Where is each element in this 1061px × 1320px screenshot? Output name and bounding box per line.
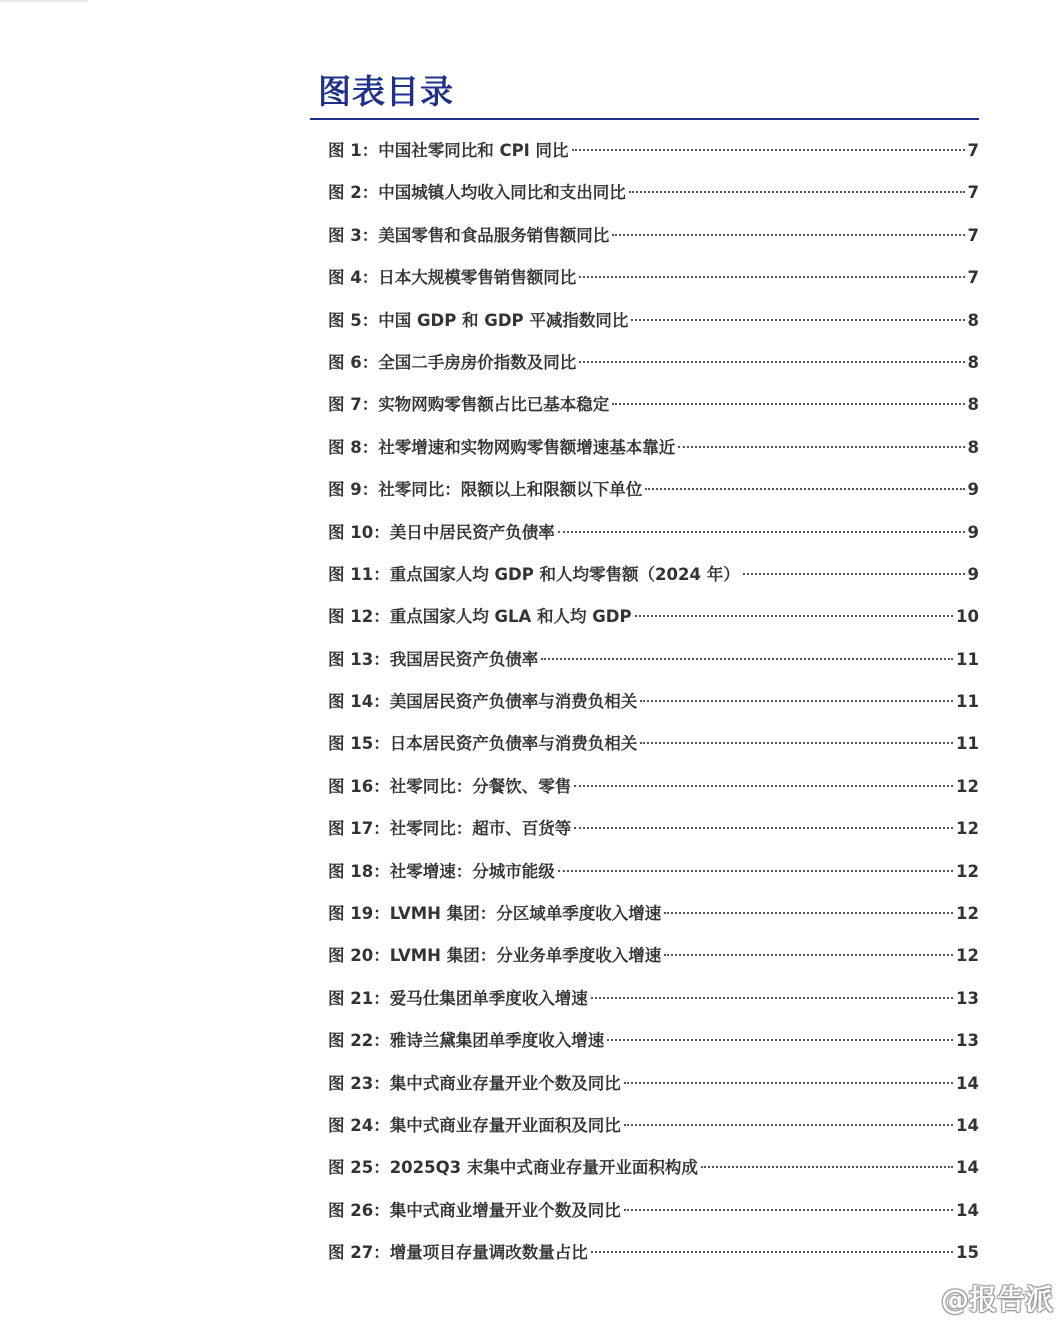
toc-leader-dots — [558, 870, 953, 872]
toc-item-label: 图 2：中国城镇人均收入同比和支出同比 — [328, 183, 626, 203]
toc-item-page: 14 — [956, 1158, 979, 1178]
toc-item-page: 7 — [967, 141, 979, 160]
toc-item-label: 图 17：社零同比：超市、百货等 — [328, 819, 572, 839]
toc-item-page: 14 — [956, 1200, 979, 1220]
toc-item-page: 11 — [956, 734, 979, 754]
toc-item[interactable] — [328, 639, 979, 681]
toc-item-label: 图 11：重点国家人均 GDP 和人均零售额（2024 年） — [328, 564, 740, 584]
toc-leader-dots — [631, 319, 964, 321]
toc-leader-dots — [624, 1124, 953, 1126]
toc-item-page: 9 — [967, 564, 979, 584]
toc-item[interactable] — [328, 1147, 979, 1189]
toc-item[interactable] — [328, 893, 979, 935]
toc-item-label: 图 12：重点国家人均 GLA 和人均 GDP — [328, 607, 632, 627]
toc-item-label: 图 5：中国 GDP 和 GDP 平减指数同比 — [328, 310, 629, 330]
toc-item[interactable] — [328, 469, 979, 511]
toc-item-label: 图 4：日本大规模零售销售额同比 — [328, 268, 577, 288]
toc-item-label: 图 15：日本居民资产负债率与消费负相关 — [328, 734, 638, 754]
toc-item[interactable] — [328, 978, 979, 1020]
toc-item[interactable] — [328, 1232, 979, 1274]
toc-item[interactable] — [328, 851, 979, 893]
watermark: @报告派 — [940, 1283, 1053, 1316]
toc-leader-dots — [640, 742, 953, 744]
toc-item[interactable] — [328, 427, 979, 469]
toc-item-label: 图 10：美日中居民资产负债率 — [328, 522, 555, 542]
toc-item-page: 8 — [967, 437, 979, 457]
toc-item[interactable] — [328, 935, 979, 977]
toc-item-page: 15 — [956, 1243, 979, 1263]
toc-leader-dots — [624, 1209, 953, 1211]
toc-leader-dots — [591, 997, 953, 999]
toc-item[interactable] — [328, 512, 979, 554]
toc-leader-dots — [624, 1082, 953, 1084]
toc-leader-dots — [664, 912, 953, 914]
toc-item-label: 图 7：实物网购零售额占比已基本稳定 — [328, 395, 610, 415]
toc-item-label: 图 6：全国二手房房价指数及同比 — [328, 352, 577, 372]
toc-item[interactable] — [328, 342, 979, 384]
toc-leader-dots — [572, 149, 965, 151]
toc-leader-dots — [574, 827, 953, 829]
toc-leader-dots — [541, 658, 953, 660]
toc-item[interactable] — [328, 766, 979, 808]
toc-leader-dots — [574, 785, 953, 787]
toc-leader-dots — [629, 191, 965, 193]
toc-item-label: 图 14：美国居民资产负债率与消费负相关 — [328, 692, 638, 712]
toc-item-page: 13 — [956, 1031, 979, 1051]
title-divider — [310, 118, 979, 120]
toc-item[interactable] — [328, 596, 979, 638]
toc-item-page: 7 — [967, 183, 979, 203]
toc-leader-dots — [640, 700, 953, 702]
toc-item[interactable] — [328, 1020, 979, 1062]
toc-item-label: 图 9：社零同比：限额以上和限额以下单位 — [328, 480, 643, 500]
toc-item-page: 12 — [956, 946, 979, 966]
toc-item-page: 12 — [956, 861, 979, 881]
toc-item-label: 图 24：集中式商业存量开业面积及同比 — [328, 1115, 621, 1135]
toc-item[interactable] — [328, 384, 979, 426]
toc-leader-dots — [701, 1166, 953, 1168]
toc-item[interactable] — [328, 681, 979, 723]
toc-item[interactable] — [328, 723, 979, 765]
toc-item[interactable] — [328, 1105, 979, 1147]
toc-item-page: 13 — [956, 988, 979, 1008]
toc-item[interactable] — [328, 215, 979, 257]
toc-item-label: 图 21：爱马仕集团单季度收入增速 — [328, 988, 588, 1008]
toc-item[interactable] — [328, 300, 979, 342]
toc-item-label: 图 3：美国零售和食品服务销售额同比 — [328, 225, 610, 245]
toc-item-label: 图 27：增量项目存量调改数量占比 — [328, 1243, 588, 1263]
toc-item-page: 12 — [956, 819, 979, 839]
toc-item-label: 图 25：2025Q3 末集中式商业存量开业面积构成 — [328, 1158, 698, 1178]
toc-leader-dots — [579, 276, 964, 278]
toc-item[interactable] — [328, 1190, 979, 1232]
toc-item-page: 14 — [956, 1115, 979, 1135]
toc-item-label: 图 23：集中式商业存量开业个数及同比 — [328, 1073, 621, 1093]
toc-leader-dots — [612, 234, 964, 236]
toc-item[interactable] — [328, 257, 979, 299]
toc-item-page: 8 — [967, 395, 979, 415]
toc-item-label: 图 16：社零同比：分餐饮、零售 — [328, 776, 572, 796]
toc-item-page: 12 — [956, 776, 979, 796]
figure-toc-list — [328, 130, 979, 1275]
toc-item-label: 图 13：我国居民资产负债率 — [328, 649, 539, 669]
toc-leader-dots — [635, 615, 953, 617]
corner-decoration — [0, 0, 88, 2]
toc-item[interactable] — [328, 808, 979, 850]
toc-item[interactable] — [328, 1063, 979, 1105]
toc-leader-dots — [558, 531, 965, 533]
toc-item-page: 10 — [956, 607, 979, 627]
toc-leader-dots — [591, 1251, 953, 1253]
toc-item-label: 图 26：集中式商业增量开业个数及同比 — [328, 1200, 621, 1220]
toc-leader-dots — [612, 403, 964, 405]
toc-item-label: 图 1：中国社零同比和 CPI 同比 — [328, 141, 569, 160]
toc-item-label: 图 8：社零增速和实物网购零售额增速基本靠近 — [328, 437, 676, 457]
toc-item-page: 7 — [967, 268, 979, 288]
toc-leader-dots — [743, 573, 965, 575]
toc-item-page: 8 — [967, 352, 979, 372]
toc-leader-dots — [607, 1039, 953, 1041]
toc-item-page: 9 — [967, 522, 979, 542]
toc-item-label: 图 18：社零增速：分城市能级 — [328, 861, 555, 881]
toc-item-page: 11 — [956, 649, 979, 669]
toc-item-page: 7 — [967, 225, 979, 245]
toc-leader-dots — [579, 361, 964, 363]
toc-leader-dots — [645, 488, 964, 490]
toc-item-label: 图 22：雅诗兰黛集团单季度收入增速 — [328, 1031, 605, 1051]
toc-item-label: 图 19：LVMH 集团：分区域单季度收入增速 — [328, 904, 662, 924]
toc-item-page: 12 — [956, 904, 979, 924]
toc-item-page: 14 — [956, 1073, 979, 1093]
toc-item[interactable] — [328, 554, 979, 596]
toc-item-page: 8 — [967, 310, 979, 330]
page-title: 图表目录 — [318, 72, 454, 111]
toc-leader-dots — [664, 954, 953, 956]
toc-item[interactable] — [328, 172, 979, 214]
toc-item-page: 9 — [967, 480, 979, 500]
toc-item-label: 图 20：LVMH 集团：分业务单季度收入增速 — [328, 946, 662, 966]
toc-item-page: 11 — [956, 692, 979, 712]
toc-item[interactable] — [328, 130, 979, 172]
toc-leader-dots — [678, 446, 964, 448]
